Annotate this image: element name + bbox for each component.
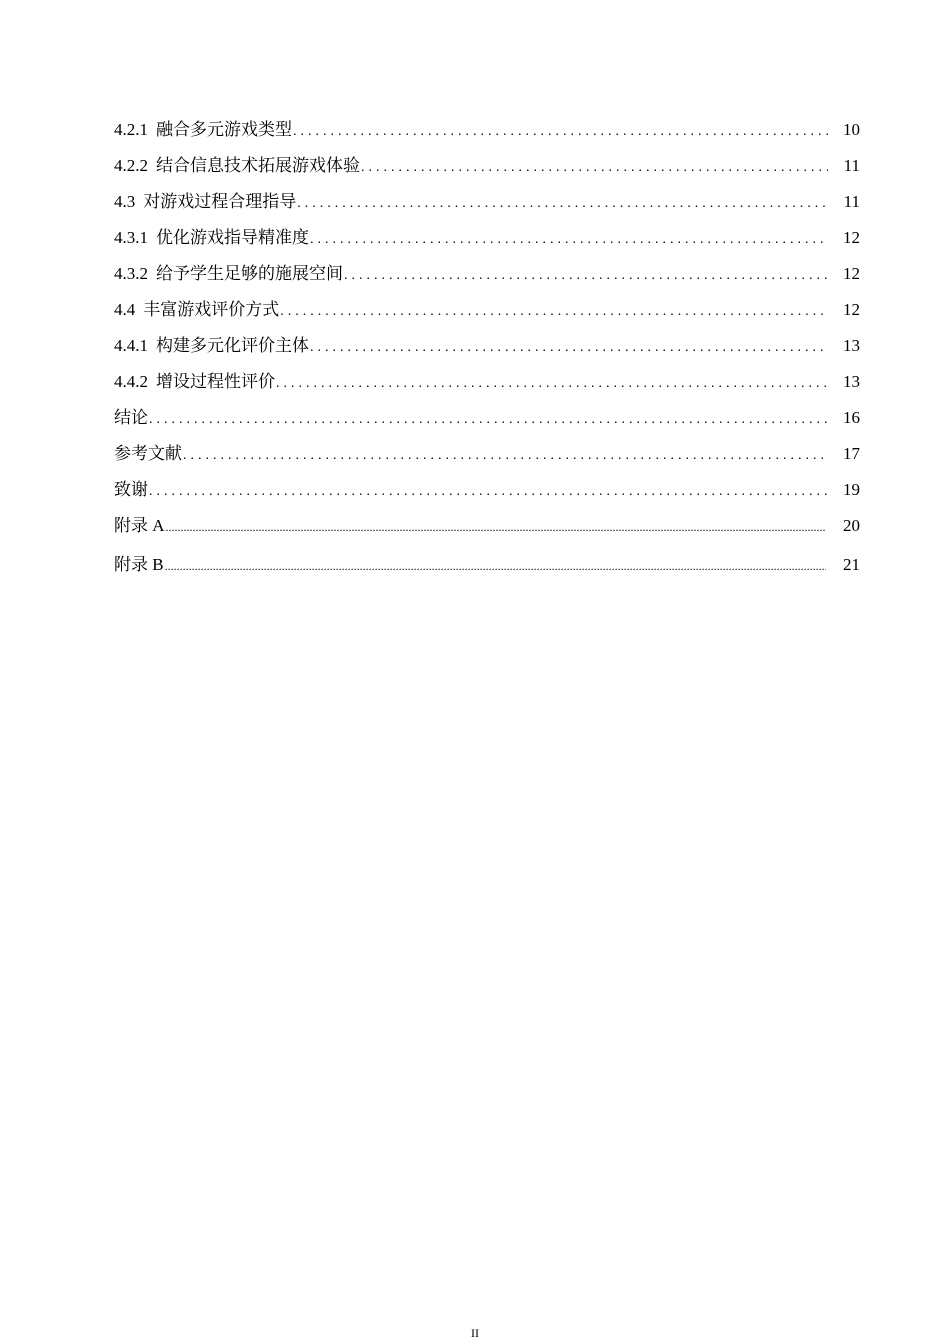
toc-entry-page: 12 bbox=[843, 228, 860, 247]
toc-entry-title: 附录 A bbox=[114, 516, 165, 535]
toc-entry-page: 10 bbox=[843, 120, 860, 139]
toc-entry-title bbox=[114, 368, 275, 396]
toc-entry-page: 19 bbox=[843, 480, 860, 499]
toc-entry-label: 丰富游戏评价方式 bbox=[143, 300, 280, 319]
toc-entry-label: 构建多元化评价主体 bbox=[156, 336, 309, 355]
toc-dot-leader bbox=[280, 298, 828, 326]
toc-entry-title bbox=[114, 152, 360, 180]
toc-entry-label: 对游戏过程合理指导 bbox=[143, 192, 297, 211]
toc-entry-appendix-a[interactable] bbox=[114, 512, 860, 551]
toc-entry-title: 附录 B bbox=[114, 555, 164, 574]
toc-entry-label: 融合多元游戏类型 bbox=[156, 120, 292, 139]
toc-entry[interactable] bbox=[114, 260, 860, 296]
toc-dot-leader bbox=[149, 478, 828, 506]
toc-entry-conclusion[interactable] bbox=[114, 404, 860, 440]
toc-entry[interactable] bbox=[114, 224, 860, 260]
toc-entry[interactable] bbox=[114, 368, 860, 404]
toc-dot-leader bbox=[310, 334, 828, 362]
toc-entry-title bbox=[114, 332, 309, 360]
toc-entry-label: 结合信息技术拓展游戏体验 bbox=[156, 156, 360, 175]
toc-dot-leader bbox=[183, 442, 828, 470]
toc-entry[interactable] bbox=[114, 332, 860, 368]
toc-entry-page: 13 bbox=[843, 336, 860, 355]
toc-entry-title bbox=[114, 296, 279, 324]
footer-page-number: II bbox=[471, 1326, 479, 1340]
toc-entry-label: 优化游戏指导精准度 bbox=[156, 228, 309, 247]
toc-entry-number: 4.3.1 bbox=[114, 228, 148, 247]
toc-entry-title bbox=[114, 188, 296, 216]
toc-dot-leader bbox=[276, 370, 828, 398]
toc-entry-number: 4.2.1 bbox=[114, 120, 148, 139]
toc-entry-page: 12 bbox=[843, 300, 860, 319]
toc-entry[interactable] bbox=[114, 296, 860, 332]
toc-entry[interactable] bbox=[114, 116, 860, 152]
toc-entry-appendix-b[interactable] bbox=[114, 551, 860, 590]
toc-dot-leader bbox=[297, 190, 828, 218]
toc-entry-number: 4.4.1 bbox=[114, 336, 148, 355]
toc-entry-number: 4.4 bbox=[114, 300, 136, 319]
toc-entry-page: 11 bbox=[843, 192, 860, 211]
toc-entry-title bbox=[114, 224, 309, 252]
toc-entry-acknowledgements[interactable] bbox=[114, 476, 860, 512]
toc-entry[interactable] bbox=[114, 152, 860, 188]
toc-dot-leader bbox=[166, 513, 826, 541]
toc-entry-label: 给予学生足够的施展空间 bbox=[156, 264, 343, 283]
toc-entry-title: 结论 bbox=[114, 408, 148, 427]
toc-dot-leader bbox=[149, 406, 828, 434]
toc-entry-title: 参考文献 bbox=[114, 444, 182, 463]
toc-entry-title: 致谢 bbox=[114, 480, 148, 499]
toc-dot-leader bbox=[293, 118, 828, 146]
toc-dot-leader bbox=[165, 552, 826, 580]
toc-entry-page: 20 bbox=[843, 516, 860, 535]
toc-entry-title bbox=[114, 260, 343, 288]
toc-entry-page: 13 bbox=[843, 372, 860, 391]
toc-dot-leader bbox=[344, 262, 828, 290]
toc-entry-page: 12 bbox=[843, 264, 860, 283]
toc-entry-number: 4.3 bbox=[114, 192, 136, 211]
toc-entry-number: 4.3.2 bbox=[114, 264, 148, 283]
toc-entry-number: 4.4.2 bbox=[114, 372, 148, 391]
toc-entry-page: 11 bbox=[843, 156, 860, 175]
toc-dot-leader bbox=[310, 226, 828, 254]
toc-entry-page: 17 bbox=[843, 444, 860, 463]
toc-entry-number: 4.2.2 bbox=[114, 156, 148, 175]
table-of-contents bbox=[114, 116, 860, 590]
toc-entry[interactable] bbox=[114, 188, 860, 224]
toc-dot-leader bbox=[361, 154, 828, 182]
toc-entry-page: 16 bbox=[843, 408, 860, 427]
toc-entry-label: 增设过程性评价 bbox=[156, 372, 275, 391]
toc-entry-references[interactable] bbox=[114, 440, 860, 476]
toc-entry-page: 21 bbox=[843, 555, 860, 574]
toc-entry-title bbox=[114, 116, 292, 144]
